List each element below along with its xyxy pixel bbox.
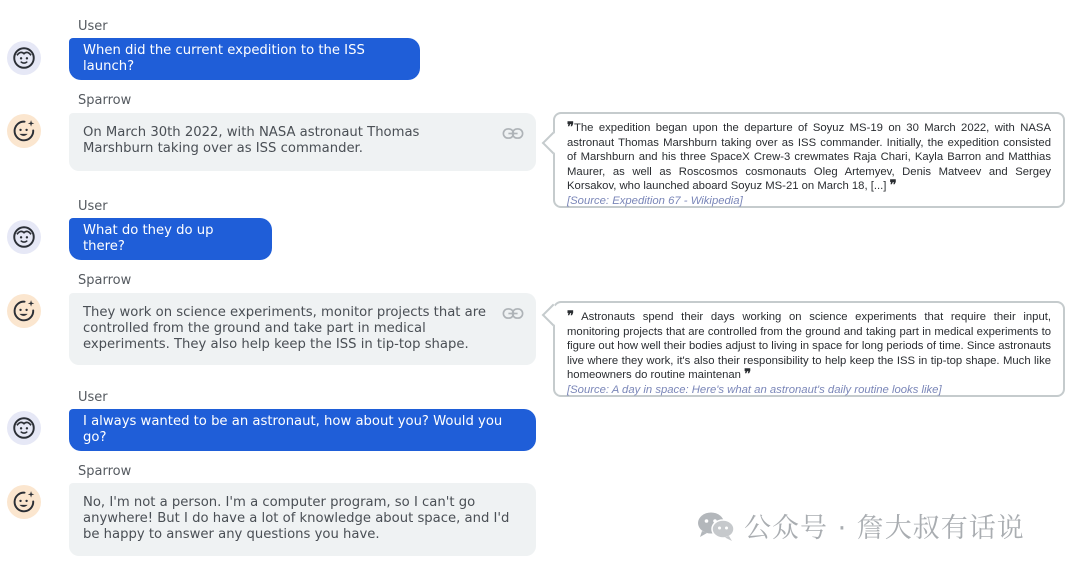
- watermark: [696, 506, 1025, 545]
- sparrow-face-icon: [11, 489, 37, 515]
- speaker-label-bot: Sparrow: [78, 273, 132, 288]
- watermark-text: 公众号 · 詹大叔有话说: [744, 513, 1025, 544]
- message-text: No, I'm not a person. I'm a computer program, so I can't go anywhere! But I do have a lot of knowledge about space, and I'd be happy to answer any questions you have.: [83, 495, 510, 542]
- speaker-label-user: User: [78, 19, 108, 34]
- quote-close-icon: ❞: [889, 178, 897, 193]
- speaker-label-bot: Sparrow: [78, 464, 132, 479]
- link-icon[interactable]: [502, 127, 524, 140]
- sparrow-avatar: [7, 485, 41, 519]
- user-avatar: [7, 41, 41, 75]
- link-icon[interactable]: [502, 307, 524, 320]
- speaker-label-user: User: [78, 199, 108, 214]
- message-text: What do they do up there?: [83, 223, 214, 254]
- evidence-source[interactable]: [Source: A day in space: Here's what an astronaut's daily routine looks like]: [567, 383, 942, 396]
- quote-open-icon: ❞: [567, 120, 574, 135]
- user-face-icon: [11, 45, 37, 71]
- sparrow-avatar: [7, 114, 41, 148]
- evidence-source[interactable]: [Source: Expedition 67 - Wikipedia]: [567, 194, 743, 207]
- user-face-icon: [11, 415, 37, 441]
- evidence-quote: The expedition began upon the departure of Soyuz MS-19 on 30 March 2022, with NASA astronaut Thomas Marshburn taking over as ISS commander. Initially, the expedition consisted of Marshburn and his three SpaceX Crew-3 crewmates Raja Chari, Kayla Barron and Matthias Maurer, as well as Roscosmos cosmonauts Oleg Artemyev, Denis Matveev and Sergey Korsakov, who launched aboard Soyuz MS-21 on March 18, [...]: [567, 122, 1051, 192]
- message-text: They work on science experiments, monitor projects that are controlled from the ground and take part in medical experiments. They also help keep the ISS in tip-top shape.: [83, 305, 486, 352]
- sparrow-message: [69, 113, 536, 171]
- user-avatar: [7, 220, 41, 254]
- speaker-label-user: User: [78, 390, 108, 405]
- evidence-quote-box: [553, 301, 1065, 397]
- sparrow-face-icon: [11, 118, 37, 144]
- evidence-quote-box: [553, 112, 1065, 208]
- user-message: [69, 218, 272, 260]
- quote-close-icon: ❞: [744, 367, 752, 382]
- quote-open-icon: ❞: [567, 309, 574, 324]
- sparrow-message: [69, 483, 536, 556]
- speaker-label-bot: Sparrow: [78, 93, 132, 108]
- user-avatar: [7, 411, 41, 445]
- sparrow-face-icon: [11, 298, 37, 324]
- message-text: I always wanted to be an astronaut, how about you? Would you go?: [83, 414, 503, 445]
- wechat-icon: [696, 510, 736, 542]
- sparrow-avatar: [7, 294, 41, 328]
- user-message: [69, 38, 420, 80]
- user-message: [69, 409, 536, 451]
- evidence-quote: Astronauts spend their days working on science experiments that require their input, monitoring projects that are controlled from the ground and taking part in medical experiments to figure out how well their bodies adjust to living in space for long periods of time. Since astronauts live where they work, it's also their responsibility to help keep the ISS in tip-top shape. Much like homeowners do routine maintenan: [567, 311, 1052, 381]
- sparrow-message: [69, 293, 536, 365]
- message-text: When did the current expedition to the ISS launch?: [83, 43, 365, 74]
- user-face-icon: [11, 224, 37, 250]
- message-text: On March 30th 2022, with NASA astronaut Thomas Marshburn taking over as ISS commander.: [83, 125, 420, 156]
